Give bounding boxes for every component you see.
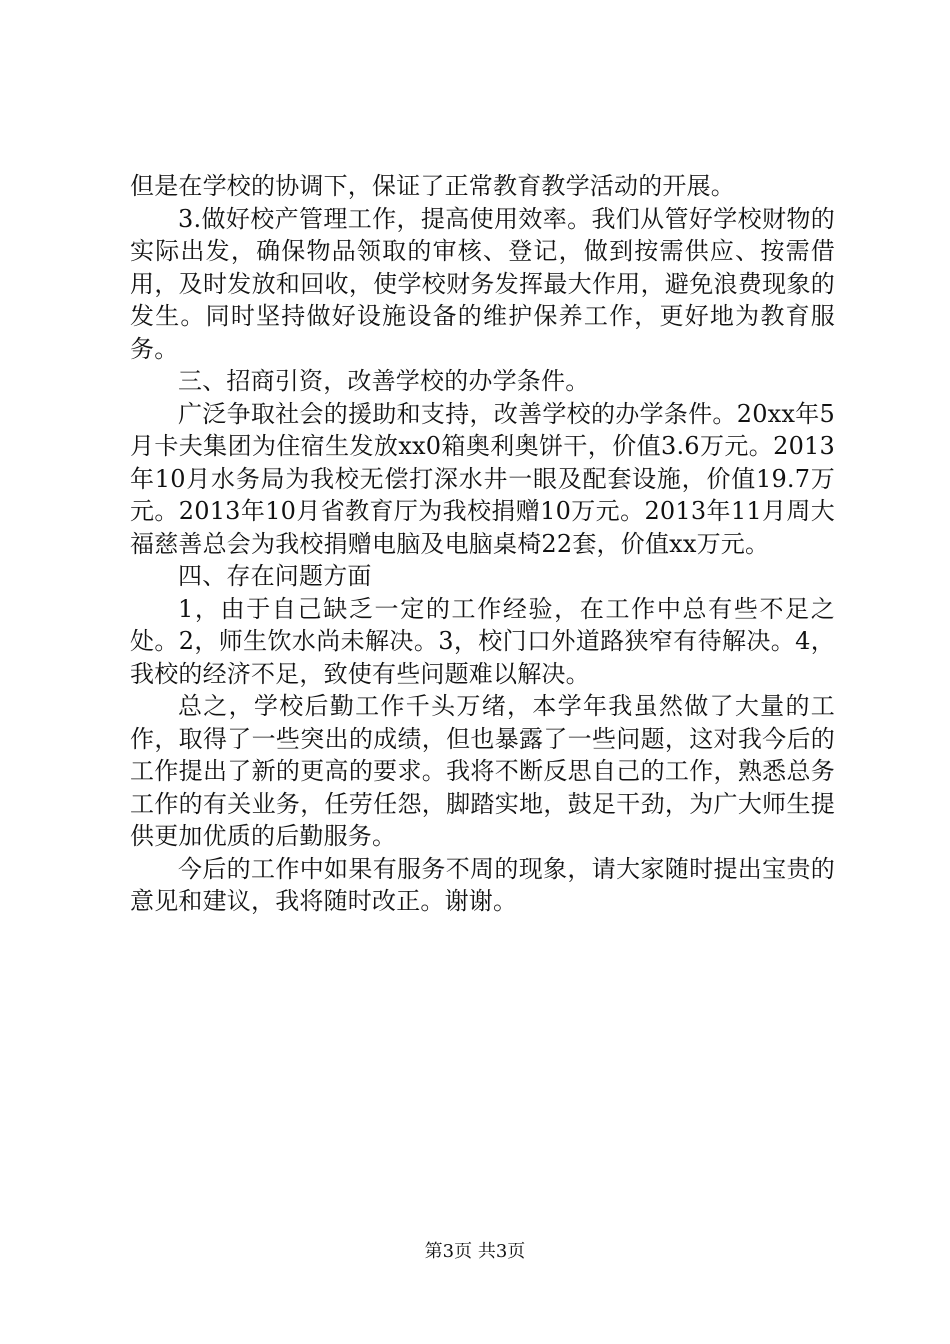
paragraph-donations: 广泛争取社会的援助和支持，改善学校的办学条件。20xx年5月卡夫集团为住宿生发放xx0箱奥利奥饼干，价值3.6万元。2013年10月水务局为我校无偿打深水井一眼及配套设施，价值19.7万元。2013年10月省教育厅为我校捐赠10万元。2013年11月周大福慈善总会为我校捐赠电脑及电脑桌椅22套，价值xx万元。	[130, 399, 835, 558]
paragraph-asset-management: 3.做好校产管理工作，提高使用效率。我们从管好学校财物的实际出发，确保物品领取的审核、登记，做到按需供应、按需借用，及时发放和回收，使学校财务发挥最大作用，避免浪费现象的发生。同时坚持做好设施设备的维护保养工作，更好地为教育服务。	[130, 204, 835, 363]
page-number-total: 共3页	[477, 1241, 526, 1262]
paragraph-summary: 总之，学校后勤工作千头万绪，本学年我虽然做了大量的工作，取得了一些突出的成绩，但也暴露了一些问题，这对我今后的工作提出了新的更高的要求。我将不断反思自己的工作，熟悉总务工作的有关业务，任劳任怨，脚踏实地，鼓足干劲，为广大师生提供更加优质的后勤服务。	[130, 692, 835, 850]
paragraph-continuation: 但是在学校的协调下，保证了正常教育教学活动的开展。	[130, 172, 735, 200]
page-number-current: 第3页	[424, 1241, 473, 1262]
document-body	[130, 170, 835, 918]
paragraph-closing: 今后的工作中如果有服务不周的现象，请大家随时提出宝贵的意见和建议，我将随时改正。谢谢。	[130, 854, 835, 915]
section-heading-investment: 三、招商引资，改善学校的办学条件。	[178, 367, 590, 395]
section-heading-problems: 四、存在问题方面	[178, 562, 372, 590]
page-footer	[0, 1240, 950, 1264]
paragraph-problems-list: 1，由于自己缺乏一定的工作经验，在工作中总有些不足之处。2，师生饮水尚未解决。3，校门口外道路狭窄有待解决。4，我校的经济不足，致使有些问题难以解决。	[130, 594, 835, 688]
